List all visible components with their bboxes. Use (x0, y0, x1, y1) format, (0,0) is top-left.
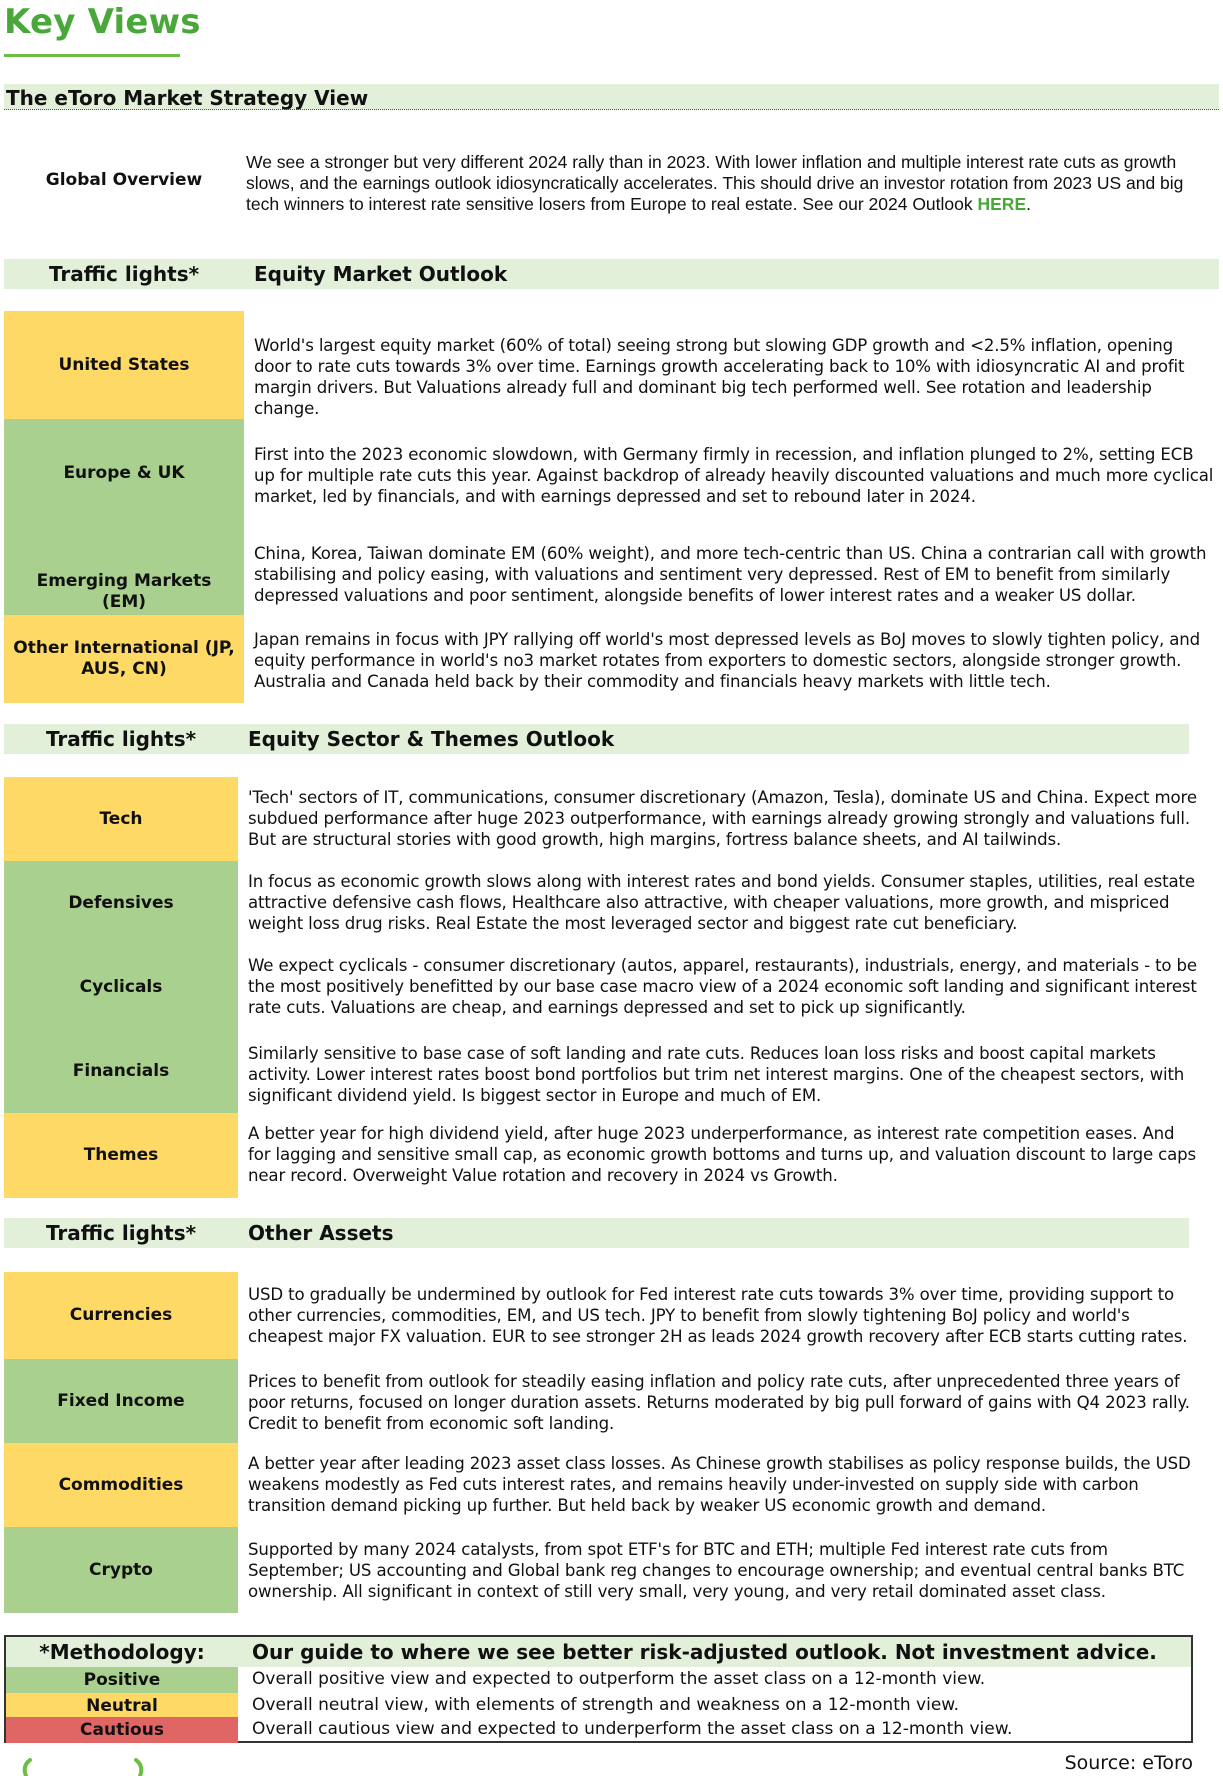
row-themes (4, 1113, 1199, 1198)
legend-neutral-text: Overall neutral view, with elements of strength and weakness on a 12-month view. (252, 1695, 960, 1715)
global-overview-period: . (1026, 194, 1031, 214)
source-note: Source: eToro (1064, 1752, 1193, 1774)
row-description: We expect cyclicals - consumer discretionary (autos, apparel, restaurants), industrials, energy, and materials - to be the most positively benefitted by our base case macro view of a 2024 economic soft landing and significant interest rate cuts. Valuations are cheap, and earnings depressed and set to pick up significantly. (248, 956, 1197, 1017)
row-description: First into the 2023 economic slowdown, with Germany firmly in recession, and inflation plunged to 2%, setting ECB up for multiple rate cuts this year. Against backdrop of already heavily discounted valuations and much more cyclical market, led by financials, and with earnings depressed and set to rebound later in 2024. (254, 445, 1214, 506)
strategy-view-title: The eToro Market Strategy View (6, 86, 369, 110)
etoro-logo-icon (8, 1758, 158, 1776)
row-other-international (4, 615, 1219, 703)
traffic-lights-label: Traffic lights* (45, 1221, 197, 1245)
traffic-lights-label: Traffic lights* (48, 262, 200, 286)
traffic-light-cell: Fixed Income (4, 1359, 238, 1443)
global-overview-body: We see a stronger but very different 2024 rally than in 2023. With lower inflation and multiple interest rate cuts as growth slows, and the earnings outlook idiosyncratically accelerates. This should drive an investor rotation from 2023 US and big tech winners to interest rate sensitive losers from Europe to real estate. See our 2024 Outlook (246, 152, 1184, 214)
section-title: Other Assets (248, 1221, 394, 1245)
row-description: Prices to benefit from outlook for steadily easing inflation and policy rate cuts, after unprecedented three years of poor returns, focused on longer duration assets. Returns moderated by big pull forward of gains with Q4 2023 rally. Credit to benefit from economic soft landing. (248, 1372, 1190, 1433)
row-description: 'Tech' sectors of IT, communications, consumer discretionary (Amazon, Tesla), dominate US and China. Expect more subdued performance after huge 2023 outperformance, with earnings already growing strongly and valuations full. But are structural stories with good growth, high margins, fortress balance sheets, and AI tailwinds. (248, 788, 1197, 849)
row-united-states (4, 311, 1219, 419)
legend-neutral-swatch: Neutral (6, 1693, 238, 1719)
traffic-light-cell: Defensives (4, 861, 238, 945)
other-assets-header (4, 1218, 1189, 1248)
legend-row-cautious (6, 1717, 1191, 1743)
row-financials (4, 1029, 1199, 1113)
row-crypto (4, 1527, 1199, 1613)
traffic-lights-label: Traffic lights* (45, 727, 197, 751)
traffic-light-cell: Commodities (4, 1443, 238, 1527)
methodology-legend (4, 1635, 1193, 1743)
row-commodities (4, 1443, 1199, 1527)
outlook-here-link[interactable]: HERE (977, 194, 1027, 214)
traffic-light-cell: Tech (4, 777, 238, 861)
row-cyclicals (4, 945, 1199, 1029)
row-fixed-income (4, 1359, 1199, 1443)
legend-positive-swatch: Positive (6, 1667, 238, 1693)
section-title: Equity Market Outlook (254, 262, 508, 286)
legend-cautious-text: Overall cautious view and expected to underperform the asset class on a 12-month view. (252, 1719, 1013, 1739)
traffic-light-cell: Emerging Markets (EM) (4, 527, 244, 615)
methodology-subtitle: Our guide to where we see better risk-adjusted outlook. Not investment advice. (238, 1637, 1191, 1667)
row-description: A better year for high dividend yield, after huge 2023 underperformance, as interest rate competition eases. And for lagging and sensitive small cap, as economic growth bottoms and turns up, and valuation discount to large caps near record. Overweight Value rotation and recovery in 2024 vs Growth. (248, 1124, 1197, 1185)
legend-positive-text: Overall positive view and expected to outperform the asset class on a 12-month view. (252, 1669, 986, 1689)
row-europe-uk (4, 419, 1219, 527)
row-description: World's largest equity market (60% of total) seeing strong but slowing GDP growth and <2.5% inflation, opening door to rate cuts towards 3% over time. Earnings growth accelerating back to 10% with idiosyncratic AI and profit margin drivers. But Valuations already full and dominant big tech performed well. See rotation and leadership change. (254, 336, 1185, 418)
traffic-light-cell: Cyclicals (4, 945, 238, 1029)
traffic-light-cell: Crypto (4, 1527, 238, 1613)
row-description: Japan remains in focus with JPY rallying off world's most depressed levels as BoJ moves to slowly tighten policy, and equity performance in world's no3 market rotates from exporters to domestic sectors, alongside stronger growth. Australia and Canada held back by their commodity and financials heavy markets with little tech. (254, 630, 1201, 691)
legend-row-neutral (6, 1693, 1191, 1719)
global-overview-text (246, 152, 1206, 215)
page-title: Key Views (4, 2, 201, 42)
row-description: China, Korea, Taiwan dominate EM (60% weight), and more tech-centric than US. China a contrarian call with growth stabilising and policy easing, with valuations and sentiment very depressed. Rest of EM to benefit from similarly depressed valuations and poor sentiment, alongside benefits of lower interest rates and a weaker US dollar. (254, 544, 1207, 605)
strategy-view-header (4, 84, 1219, 110)
row-defensives (4, 861, 1199, 945)
row-description: A better year after leading 2023 asset class losses. As Chinese growth stabilises as policy response builds, the USD weakens modestly as Fed cuts interest rates, and remains heavily under-invested on supply side with carbon transition demand picking up further. But held back by weaker US economic growth and demand. (248, 1454, 1191, 1515)
traffic-light-cell: United States (4, 311, 244, 419)
title-underline (4, 54, 180, 57)
equity-market-outlook-header (4, 259, 1219, 289)
legend-cautious-swatch: Cautious (6, 1717, 238, 1743)
traffic-light-cell: Currencies (4, 1272, 238, 1359)
row-description: Similarly sensitive to base case of soft landing and rate cuts. Reduces loan loss risks and boost capital markets activity. Lower interest rates boost bond portfolios but trim net interest margins. One of the cheapest sectors, with significant dividend yield. Is biggest sector in Europe and much of EM. (248, 1044, 1185, 1105)
traffic-light-cell: Europe & UK (4, 419, 244, 527)
traffic-light-cell: Financials (4, 1029, 238, 1113)
row-currencies (4, 1272, 1199, 1359)
equity-sector-themes-header (4, 724, 1189, 754)
legend-row-positive (6, 1667, 1191, 1693)
row-emerging-markets (4, 527, 1219, 615)
row-tech (4, 777, 1199, 861)
traffic-light-cell: Other International (JP, AUS, CN) (4, 615, 244, 703)
traffic-light-cell: Themes (4, 1113, 238, 1198)
section-title: Equity Sector & Themes Outlook (248, 727, 615, 751)
global-overview-label: Global Overview (45, 170, 203, 190)
row-description: In focus as economic growth slows along with interest rates and bond yields. Consumer staples, utilities, real estate attractive defensive cash flows, Healthcare also attractive, with cheaper valuations, more growth, and mispriced weight loss drug risks. Real Estate the most leveraged sector and biggest rate cut beneficiary. (248, 872, 1195, 933)
methodology-title: *Methodology: (6, 1637, 238, 1667)
row-description: USD to gradually be undermined by outlook for Fed interest rate cuts towards 3% over time, providing support to other currencies, commodities, EM, and US tech. JPY to benefit from slowly tightening BoJ policy and world's cheapest major FX valuation. EUR to see stronger 2H as leads 2024 growth recovery after ECB starts cutting rates. (248, 1285, 1188, 1346)
row-description: Supported by many 2024 catalysts, from spot ETF's for BTC and ETH; multiple Fed interest rate cuts from September; US accounting and Global bank reg changes to encourage ownership; and eventual central banks BTC ownership. All significant in context of still very small, very young, and very retail dominated asset class. (248, 1540, 1185, 1601)
